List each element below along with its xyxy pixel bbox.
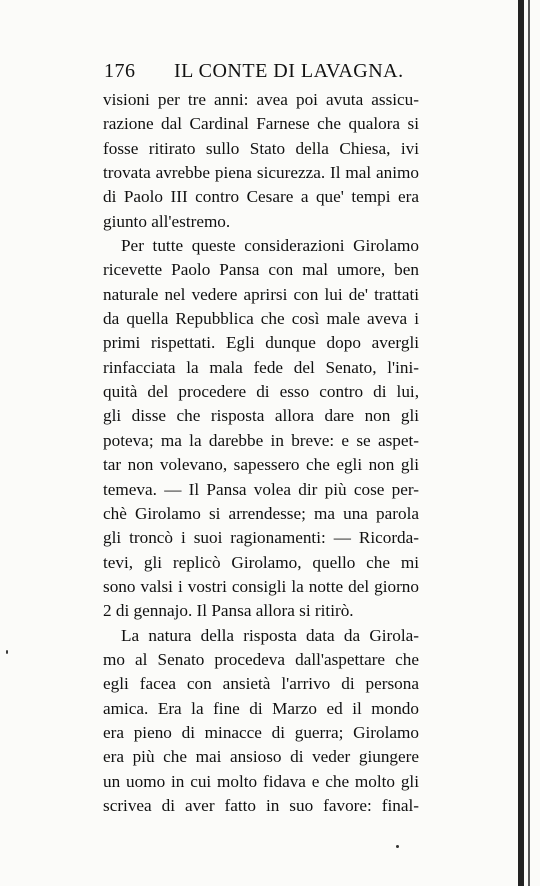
text-line: primi rispettati. Egli dunque dopo avergli: [103, 333, 419, 353]
text-line: sono valsi i vostri consigli la notte del giorno: [103, 576, 419, 596]
paper-speck: [396, 845, 399, 848]
text-line: un uomo in cui molto fidava e che molto gli: [103, 771, 419, 791]
text-line: mo al Senato procedeva dall'aspettare che: [103, 649, 419, 669]
text-line: chè Girolamo si arrendesse; ma una parola: [103, 503, 419, 523]
text-line: era più che mai ansioso di veder giungere: [103, 747, 419, 767]
page-edge-shadow: [518, 0, 524, 886]
text-line: era pieno di minacce di guerra; Girolamo: [103, 722, 419, 742]
text-line: trovata avrebbe piena sicurezza. Il mal animo: [103, 163, 419, 183]
body-text: [103, 88, 419, 818]
page-number: 176: [104, 60, 136, 82]
running-title: IL CONTE DI LAVAGNA.: [174, 60, 404, 82]
text-line: scrivea di aver fatto in suo favore: final-: [103, 795, 419, 815]
text-line: di Paolo III contro Cesare a que' tempi era: [103, 187, 419, 207]
text-line: da quella Repubblica che così male aveva i: [103, 309, 419, 329]
text-line: poteva; ma la darebbe in breve: e se aspet-: [103, 430, 419, 450]
page-edge-line: [528, 0, 530, 886]
text-line: visioni per tre anni: avea poi avuta assicu-: [103, 90, 419, 109]
text-line: rinfacciata la mala fede del Senato, l'ini-: [103, 357, 419, 377]
text-line: quità del procedere di esso contro di lui,: [103, 382, 419, 402]
text-line: gli disse che risposta allora dare non gli: [103, 406, 419, 426]
text-line: razione dal Cardinal Farnese che qualora si: [103, 114, 419, 134]
text-line: egli facea con ansietà l'arrivo di persona: [103, 674, 419, 694]
text-line: amica. Era la fine di Marzo ed il mondo: [103, 698, 419, 718]
text-line: fosse ritirato sullo Stato della Chiesa, ivi: [103, 138, 419, 158]
text-line: tevi, gli replicò Girolamo, quello che mi: [103, 552, 419, 572]
text-line: temeva. — Il Pansa volea dir più cose per-: [103, 479, 419, 499]
text-line: naturale nel vedere aprirsi con lui de' trattati: [103, 284, 419, 304]
text-line: gli troncò i suoi ragionamenti: — Ricorda-: [103, 528, 419, 548]
text-line: giunto all'estremo.: [103, 211, 231, 231]
text-line: La natura della risposta data da Girola-: [121, 625, 419, 645]
text-line: 2 di gennajo. Il Pansa allora si ritirò.: [103, 601, 354, 621]
text-line: tar non volevano, sapessero che egli non gli: [103, 455, 419, 475]
paper-speck: [6, 650, 8, 654]
text-line: ricevette Paolo Pansa con mal umore, ben: [103, 260, 419, 280]
text-line: Per tutte queste considerazioni Girolamo: [121, 236, 419, 256]
page-header: [104, 60, 416, 88]
